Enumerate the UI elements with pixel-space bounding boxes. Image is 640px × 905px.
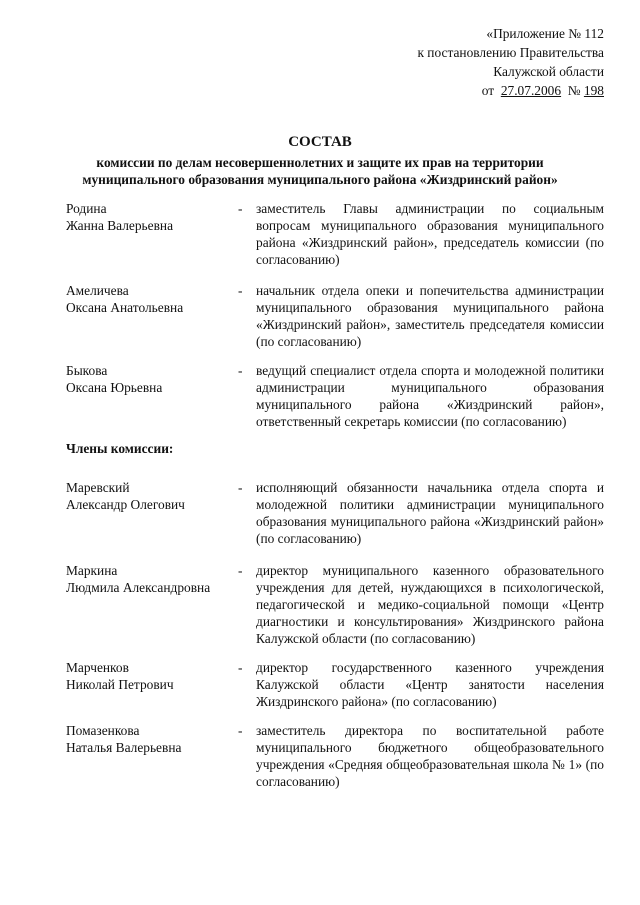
document-title: СОСТАВ (288, 134, 352, 150)
date-prefix: от (481, 83, 501, 98)
position-description: начальник отдела опеки и попечительства администрации муниципального образования муниципального района «Жиздринский район», заместитель председателя комиссии (по согласованию) (256, 283, 604, 349)
appendix-header (417, 24, 604, 100)
given-names: Оксана Юрьевна (66, 380, 163, 395)
resolution-date: 27.07.2006 (500, 83, 562, 98)
given-names: Жанна Валерьевна (66, 218, 174, 233)
surname: Помазенкова (66, 723, 140, 738)
dash-separator: - (238, 723, 243, 738)
person-name (66, 722, 232, 756)
resolution-ref: к постановлению Правительства (417, 45, 604, 60)
given-names: Наталья Валерьевна (66, 740, 182, 755)
position-description: директор муниципального казенного образовательного учреждения для детей, нуждающихся в психологической, педагогической и медико-социальной помощи «Центр диагностики и консультирования» Жиздринского района Калужской области (по согласованию) (256, 563, 604, 646)
dash-separator: - (238, 563, 243, 578)
surname: Быкова (66, 363, 108, 378)
resolution-date-line (417, 81, 604, 100)
dash-separator: - (238, 283, 243, 298)
position-description: ведущий специалист отдела спорта и молодежной политики администрации муниципального образования муниципального района «Жиздринский район», ответственный секретарь комиссии (по согласованию) (256, 363, 604, 429)
position-description: директор государственного казенного учреждения Калужской области «Центр занятости населения Жиздринского района» (по согласованию) (256, 660, 604, 709)
surname: Марченков (66, 660, 129, 675)
person-name (66, 562, 232, 596)
dash-separator: - (238, 363, 243, 378)
surname: Родина (66, 201, 107, 216)
dash-separator: - (238, 660, 243, 675)
given-names: Людмила Александровна (66, 580, 211, 595)
appendix-number: «Приложение № 112 (486, 26, 604, 41)
number-prefix: № (561, 83, 584, 98)
person-name (66, 659, 232, 693)
position-description: заместитель Главы администрации по социальным вопросам муниципального образования муниципального района «Жиздринский район», председатель комиссии (по согласованию) (256, 201, 604, 267)
person-name (66, 362, 232, 396)
given-names: Оксана Анатольевна (66, 300, 184, 315)
region-name: Калужской области (493, 64, 604, 79)
position-description: исполняющий обязанности начальника отдела спорта и молодежной политики администрации муниципального образования муниципального района «Жиздринский район» (по согласованию) (256, 480, 604, 546)
position-description: заместитель директора по воспитательной работе муниципального бюджетного общеобразовательного учреждения «Средняя общеобразовательная школа № 1» (по согласованию) (256, 723, 604, 789)
surname: Амеличева (66, 283, 129, 298)
person-name (66, 200, 232, 234)
members-heading: Члены комиссии: (66, 441, 174, 456)
surname: Маревский (66, 480, 130, 495)
dash-separator: - (238, 480, 243, 495)
person-name (66, 479, 232, 513)
person-name (66, 282, 232, 316)
given-names: Александр Олегович (66, 497, 185, 512)
document-subtitle: комиссии по делам несовершеннолетних и защите их прав на территории муниципального образования муниципального района «Жиздринский район» (82, 155, 558, 187)
dash-separator: - (238, 201, 243, 216)
resolution-number: 198 (583, 83, 604, 98)
surname: Маркина (66, 563, 118, 578)
given-names: Николай Петрович (66, 677, 174, 692)
